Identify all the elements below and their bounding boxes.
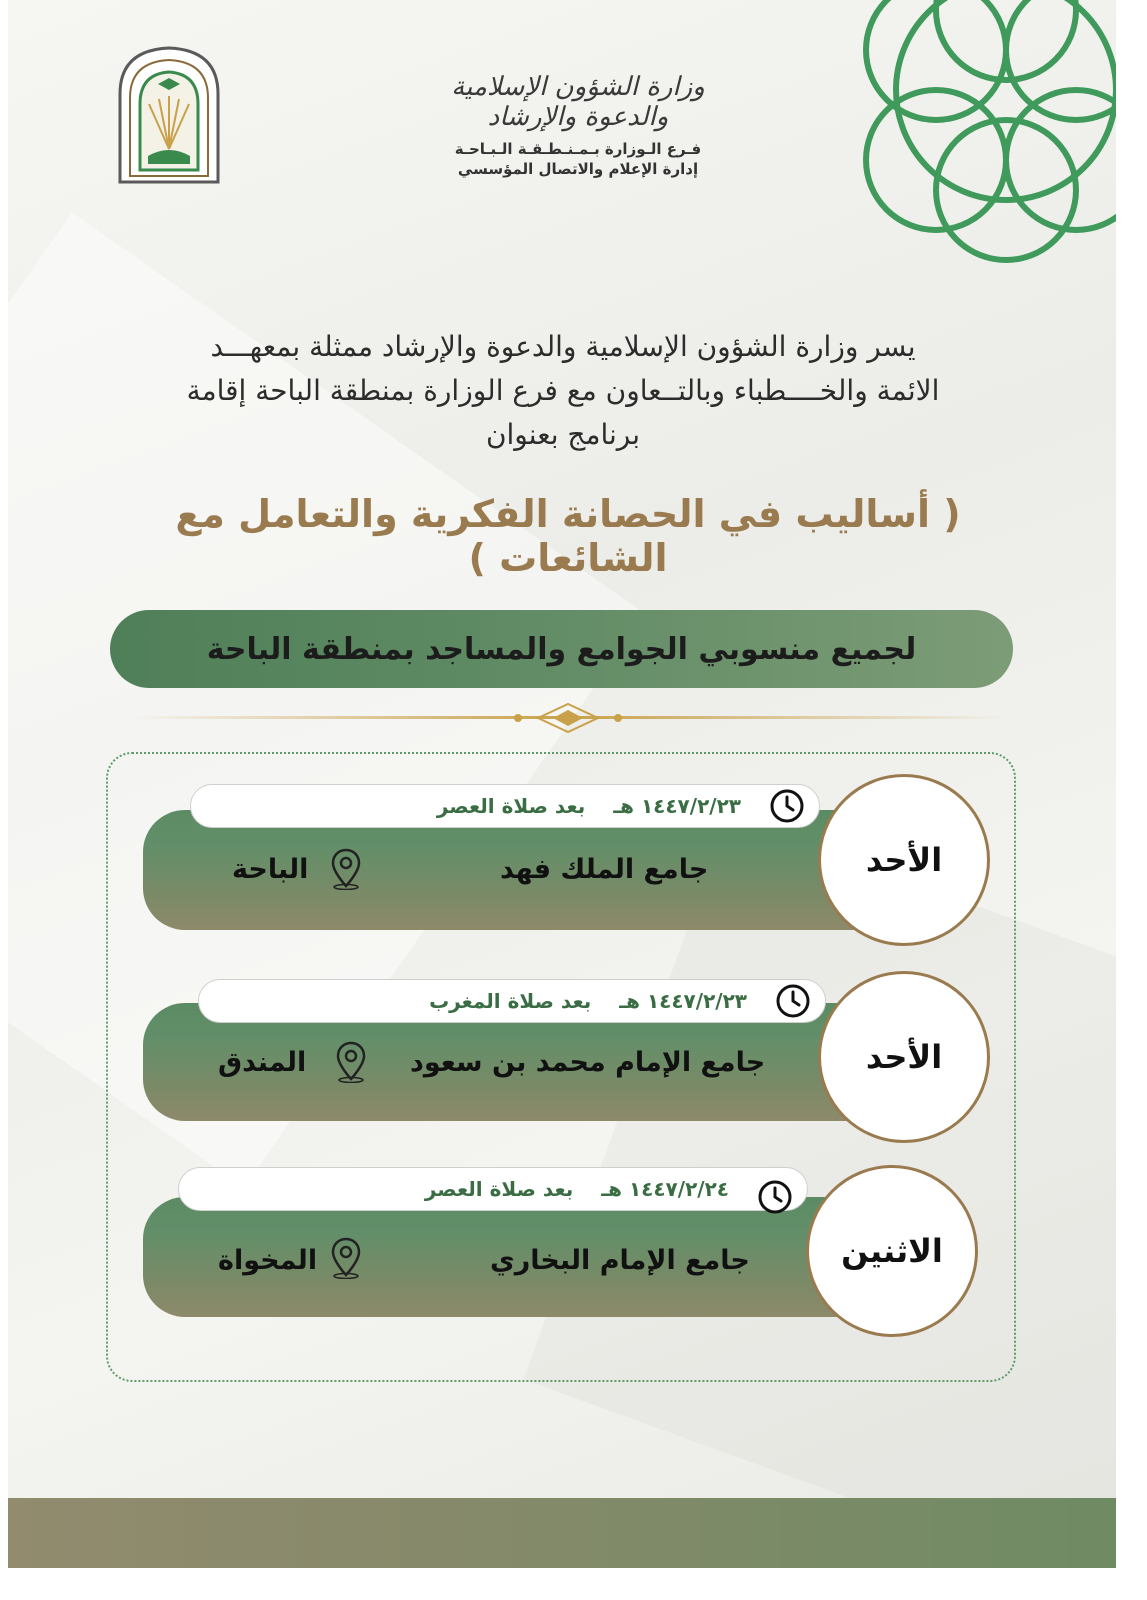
event-mosque: جامع الملك فهد	[500, 854, 709, 885]
footer-band	[8, 1498, 1116, 1568]
event-card	[8, 975, 1116, 1145]
event-card	[8, 1165, 1116, 1335]
intro-line: الائمة والخــــطباء وبالتــعاون مع فرع الوزارة بمنطقة الباحة إقامة	[186, 374, 940, 407]
event-datetime-bar	[190, 784, 820, 828]
event-date: ١٤٤٧/٢/٢٣ هـ	[613, 794, 741, 818]
intro-line: برنامج بعنوان	[485, 418, 641, 451]
location-pin-icon	[330, 848, 362, 890]
intro-text	[138, 325, 988, 457]
event-time: بعد صلاة المغرب	[429, 989, 592, 1013]
event-datetime-bar	[198, 979, 826, 1023]
audience-banner	[110, 610, 1013, 688]
clock-icon	[775, 983, 811, 1019]
event-day: الأحد	[865, 1038, 943, 1076]
clock-icon	[757, 1179, 793, 1215]
branch-name: فـرع الـوزارة بـمـنـطـقـة الـبـاحـة	[454, 140, 702, 158]
program-title: ( أساليب في الحصانة الفكرية والتعامل مع الشائعات )	[175, 492, 961, 580]
event-time: بعد صلاة العصر	[424, 1177, 574, 1201]
event-date: ١٤٤٧/٢/٢٤ هـ	[601, 1177, 729, 1201]
ornamental-divider-icon	[128, 700, 1008, 736]
event-day-badge	[818, 971, 990, 1143]
event-mosque: جامع الإمام البخاري	[490, 1245, 750, 1276]
event-city: المندق	[218, 1047, 307, 1078]
intro-line: يسر وزارة الشؤون الإسلامية والدعوة والإرشاد ممثلة بمعهـــد	[210, 330, 916, 363]
clock-icon	[769, 788, 805, 824]
event-day-badge	[818, 774, 990, 946]
event-day: الاثنين	[841, 1232, 943, 1270]
event-city: الباحة	[232, 854, 309, 885]
event-time: بعد صلاة العصر	[436, 794, 586, 818]
event-mosque: جامع الإمام محمد بن سعود	[410, 1047, 766, 1078]
location-pin-icon	[330, 1237, 362, 1279]
ministry-emblem-icon	[114, 44, 224, 184]
event-city: المخواة	[218, 1245, 318, 1276]
event-datetime-bar	[178, 1167, 808, 1211]
ministry-name: وزارة الشؤون الإسلامية والدعوة والإرشاد	[451, 72, 705, 132]
islamic-star-ornament-icon	[816, 0, 1116, 270]
event-date: ١٤٤٧/٢/٢٣ هـ	[619, 989, 747, 1013]
poster	[8, 0, 1116, 1568]
event-day-badge	[806, 1165, 978, 1337]
event-card	[8, 780, 1116, 950]
department-name: إدارة الإعلام والاتصال المؤسسي	[457, 160, 699, 178]
event-day: الأحد	[865, 841, 943, 879]
location-pin-icon	[335, 1041, 367, 1083]
audience-text: لجميع منسوبي الجوامع والمساجد بمنطقة الباحة	[206, 631, 917, 667]
ministry-header	[428, 72, 728, 178]
